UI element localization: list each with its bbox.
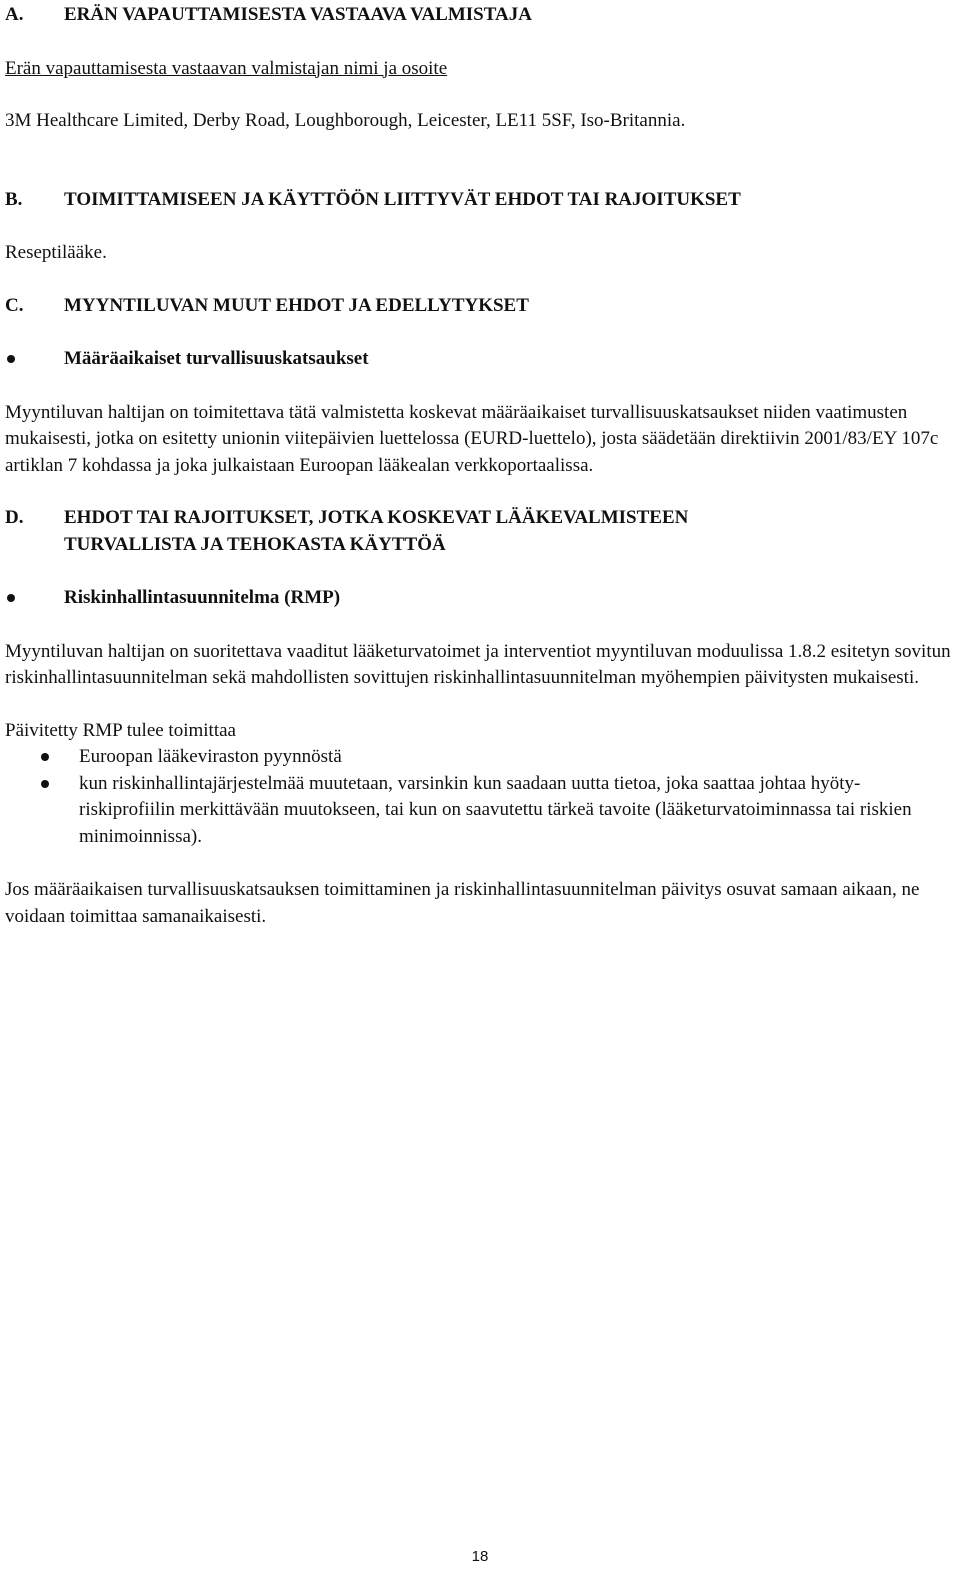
page-number: 18 xyxy=(471,1548,489,1565)
section-d-heading xyxy=(5,505,953,558)
section-d-letter: D. xyxy=(5,507,24,528)
section-b-letter: B. xyxy=(5,188,23,210)
section-d-list-intro: Päivitetty RMP tulee toimittaa xyxy=(5,719,236,741)
list-item-text: kun riskinhallintajärjestelmää muutetaan, varsinkin kun saadaan uutta tietoa, joka saattaa johtaa hyöty-riskiprofiilin merkittävään muutokseen, tai kun on saavutettu tärkeä tavoite (lääketurvatoiminnassa tai riskien minimoinnissa). xyxy=(79,772,912,847)
bullet-icon xyxy=(5,771,79,851)
section-d-bullet-text: Riskinhallintasuunnitelma (RMP) xyxy=(64,587,341,608)
section-d-paragraph1: Myyntiluvan haltijan on suoritettava vaaditut lääketurvatoimet ja interventiot myyntiluvan moduulissa 1.8.2 esitetyn sovitun riskinhallintasuunnitelman sekä mahdollisten sovittujen riskinhallintasuunnitelman myöhempien päivitysten mukaisesti. xyxy=(5,640,951,688)
list-item xyxy=(5,771,953,851)
section-a-subtitle: Erän vapauttamisesta vastaavan valmistajan nimi ja osoite xyxy=(5,57,448,79)
section-b-heading xyxy=(5,187,953,214)
section-a-heading xyxy=(5,2,953,29)
section-c-bullet-text: Määräaikaiset turvallisuuskatsaukset xyxy=(64,348,369,369)
list-item-text: Euroopan lääkeviraston pyynnöstä xyxy=(79,746,342,767)
section-d-title-line1: EHDOT TAI RAJOITUKSET, JOTKA KOSKEVAT LÄÄKEVALMISTEEN xyxy=(64,507,689,528)
section-d-title-line2: TURVALLISTA JA TEHOKASTA KÄYTTÖÄ xyxy=(64,533,446,555)
section-c-heading xyxy=(5,293,953,320)
section-d-paragraph2: Jos määräaikaisen turvallisuuskatsauksen toimittaminen ja riskinhallintasuunnitelman päivitys osuvat samaan aikaan, ne voidaan toimittaa samanaikaisesti. xyxy=(5,879,920,927)
bullet-icon xyxy=(5,585,64,612)
bullet-icon xyxy=(5,346,64,373)
section-c-bullet-heading xyxy=(5,346,953,373)
section-d-title xyxy=(64,505,953,558)
section-a-address: 3M Healthcare Limited, Derby Road, Loughborough, Leicester, LE11 5SF, Iso-Britannia. xyxy=(5,110,686,131)
list-item xyxy=(5,744,953,771)
section-b-title: TOIMITTAMISEEN JA KÄYTTÖÖN LIITTYVÄT EHDOT TAI RAJOITUKSET xyxy=(64,188,741,210)
section-c-title: MYYNTILUVAN MUUT EHDOT JA EDELLYTYKSET xyxy=(64,294,529,316)
document-page xyxy=(5,2,953,930)
bullet-icon xyxy=(5,744,79,771)
section-a-letter: A. xyxy=(5,4,24,25)
section-d-bullet-heading xyxy=(5,585,953,612)
section-b-text: Reseptilääke. xyxy=(5,242,107,263)
section-c-letter: C. xyxy=(5,294,24,316)
section-c-paragraph: Myyntiluvan haltijan on toimitettava tätä valmistetta koskevat määräaikaiset turvallisuuskatsaukset niiden vaatimusten mukaisesti, jotka on esitetty unionin viitepäivien luettelossa (EURD-luettelo), josta säädetään direktiivin 2001/83/EY 107c artiklan 7 kohdassa ja joka julkaistaan Euroopan lääkealan verkkoportaalissa. xyxy=(5,401,939,476)
section-a-title: ERÄN VAPAUTTAMISESTA VASTAAVA VALMISTAJA xyxy=(64,4,532,25)
